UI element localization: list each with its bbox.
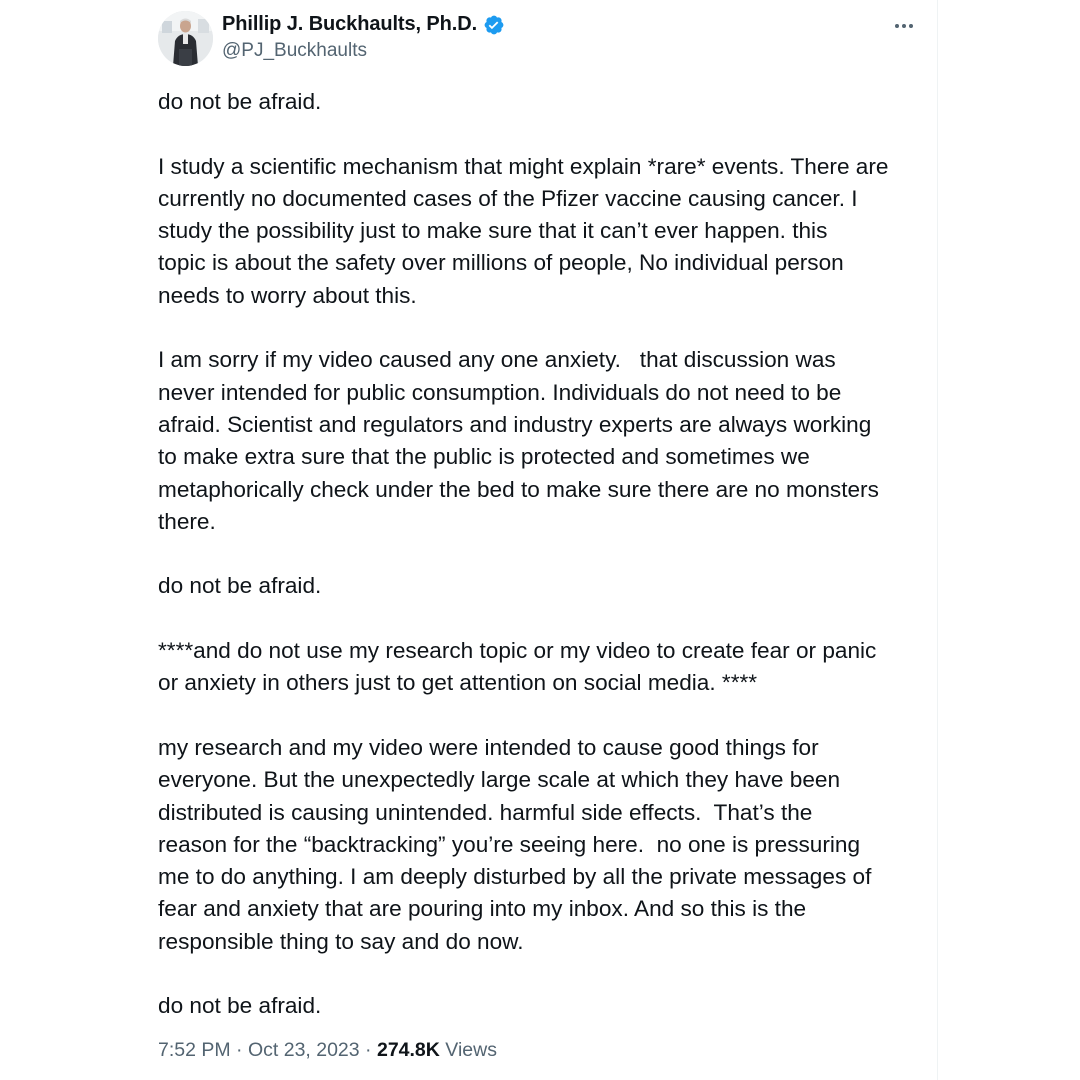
tweet-line: ****and do not use my research topic or my video to create fear or panic xyxy=(158,638,877,664)
meta-separator: · xyxy=(230,1039,248,1061)
tweet-line: distributed is causing unintended. harmful side effects. That’s the xyxy=(158,799,813,825)
tweet-paragraph xyxy=(158,635,928,700)
tweet-paragraph xyxy=(158,570,928,602)
tweet-meta xyxy=(158,1039,497,1062)
column-divider xyxy=(937,0,938,1080)
tweet-line: metaphorically check under the bed to make sure there are no monsters xyxy=(158,476,879,502)
tweet-line: there. xyxy=(158,508,216,534)
tweet-line: I study a scientific mechanism that might explain *rare* events. There are xyxy=(158,153,889,179)
tweet-line: I am sorry if my video caused any one anxiety. that discussion was xyxy=(158,347,836,373)
display-name[interactable]: Phillip J. Buckhaults, Ph.D. xyxy=(222,13,478,35)
tweet-header xyxy=(158,10,918,68)
more-horizontal-icon[interactable] xyxy=(891,16,917,36)
avatar[interactable] xyxy=(158,11,213,66)
tweet-line: needs to worry about this. xyxy=(158,282,417,308)
tweet-line: my research and my video were intended to cause good things for xyxy=(158,734,819,760)
tweet-line: to make extra sure that the public is protected and sometimes we xyxy=(158,444,810,470)
verified-badge-icon[interactable] xyxy=(483,14,505,36)
tweet-paragraph xyxy=(158,151,928,312)
tweet-line: currently no documented cases of the Pfizer vaccine causing cancer. I xyxy=(158,185,858,211)
tweet xyxy=(158,10,918,1061)
tweet-line: do not be afraid. xyxy=(158,89,322,114)
tweet-date[interactable]: Oct 23, 2023 xyxy=(247,1039,360,1061)
meta-separator: · xyxy=(359,1039,377,1061)
tweet-paragraph xyxy=(158,990,928,1022)
tweet-line: afraid. Scientist and regulators and industry experts are always working xyxy=(158,411,872,437)
tweet-line: fear and anxiety that are pouring into my inbox. And so this is the xyxy=(158,896,807,922)
author-handle[interactable]: @PJ_Buckhaults xyxy=(222,40,367,61)
tweet-paragraph xyxy=(158,86,928,118)
tweet-line: or anxiety in others just to get attention on social media. **** xyxy=(158,670,758,696)
views-label: Views xyxy=(439,1039,497,1061)
author-name-row xyxy=(222,13,505,36)
tweet-line: topic is about the safety over millions of people, No individual person xyxy=(158,250,844,276)
tweet-paragraph xyxy=(158,344,928,538)
tweet-line: me to do anything. I am deeply disturbed by all the private messages of xyxy=(158,864,872,890)
tweet-paragraph xyxy=(158,732,928,958)
tweet-line: do not be afraid. xyxy=(158,993,322,1019)
views-count[interactable]: 274.8K xyxy=(376,1039,440,1061)
tweet-line: responsible thing to say and do now. xyxy=(158,928,524,954)
tweet-line: study the possibility just to make sure that it can’t ever happen. this xyxy=(158,218,828,244)
tweet-line: reason for the “backtracking” you’re seeing here. no one is pressuring xyxy=(158,831,861,857)
tweet-line: everyone. But the unexpectedly large scale at which they have been xyxy=(158,767,841,793)
tweet-time[interactable]: 7:52 PM xyxy=(158,1039,231,1061)
tweet-line: do not be afraid. xyxy=(158,573,322,599)
tweet-text xyxy=(158,86,928,1023)
tweet-line: never intended for public consumption. Individuals do not need to be xyxy=(158,379,842,405)
